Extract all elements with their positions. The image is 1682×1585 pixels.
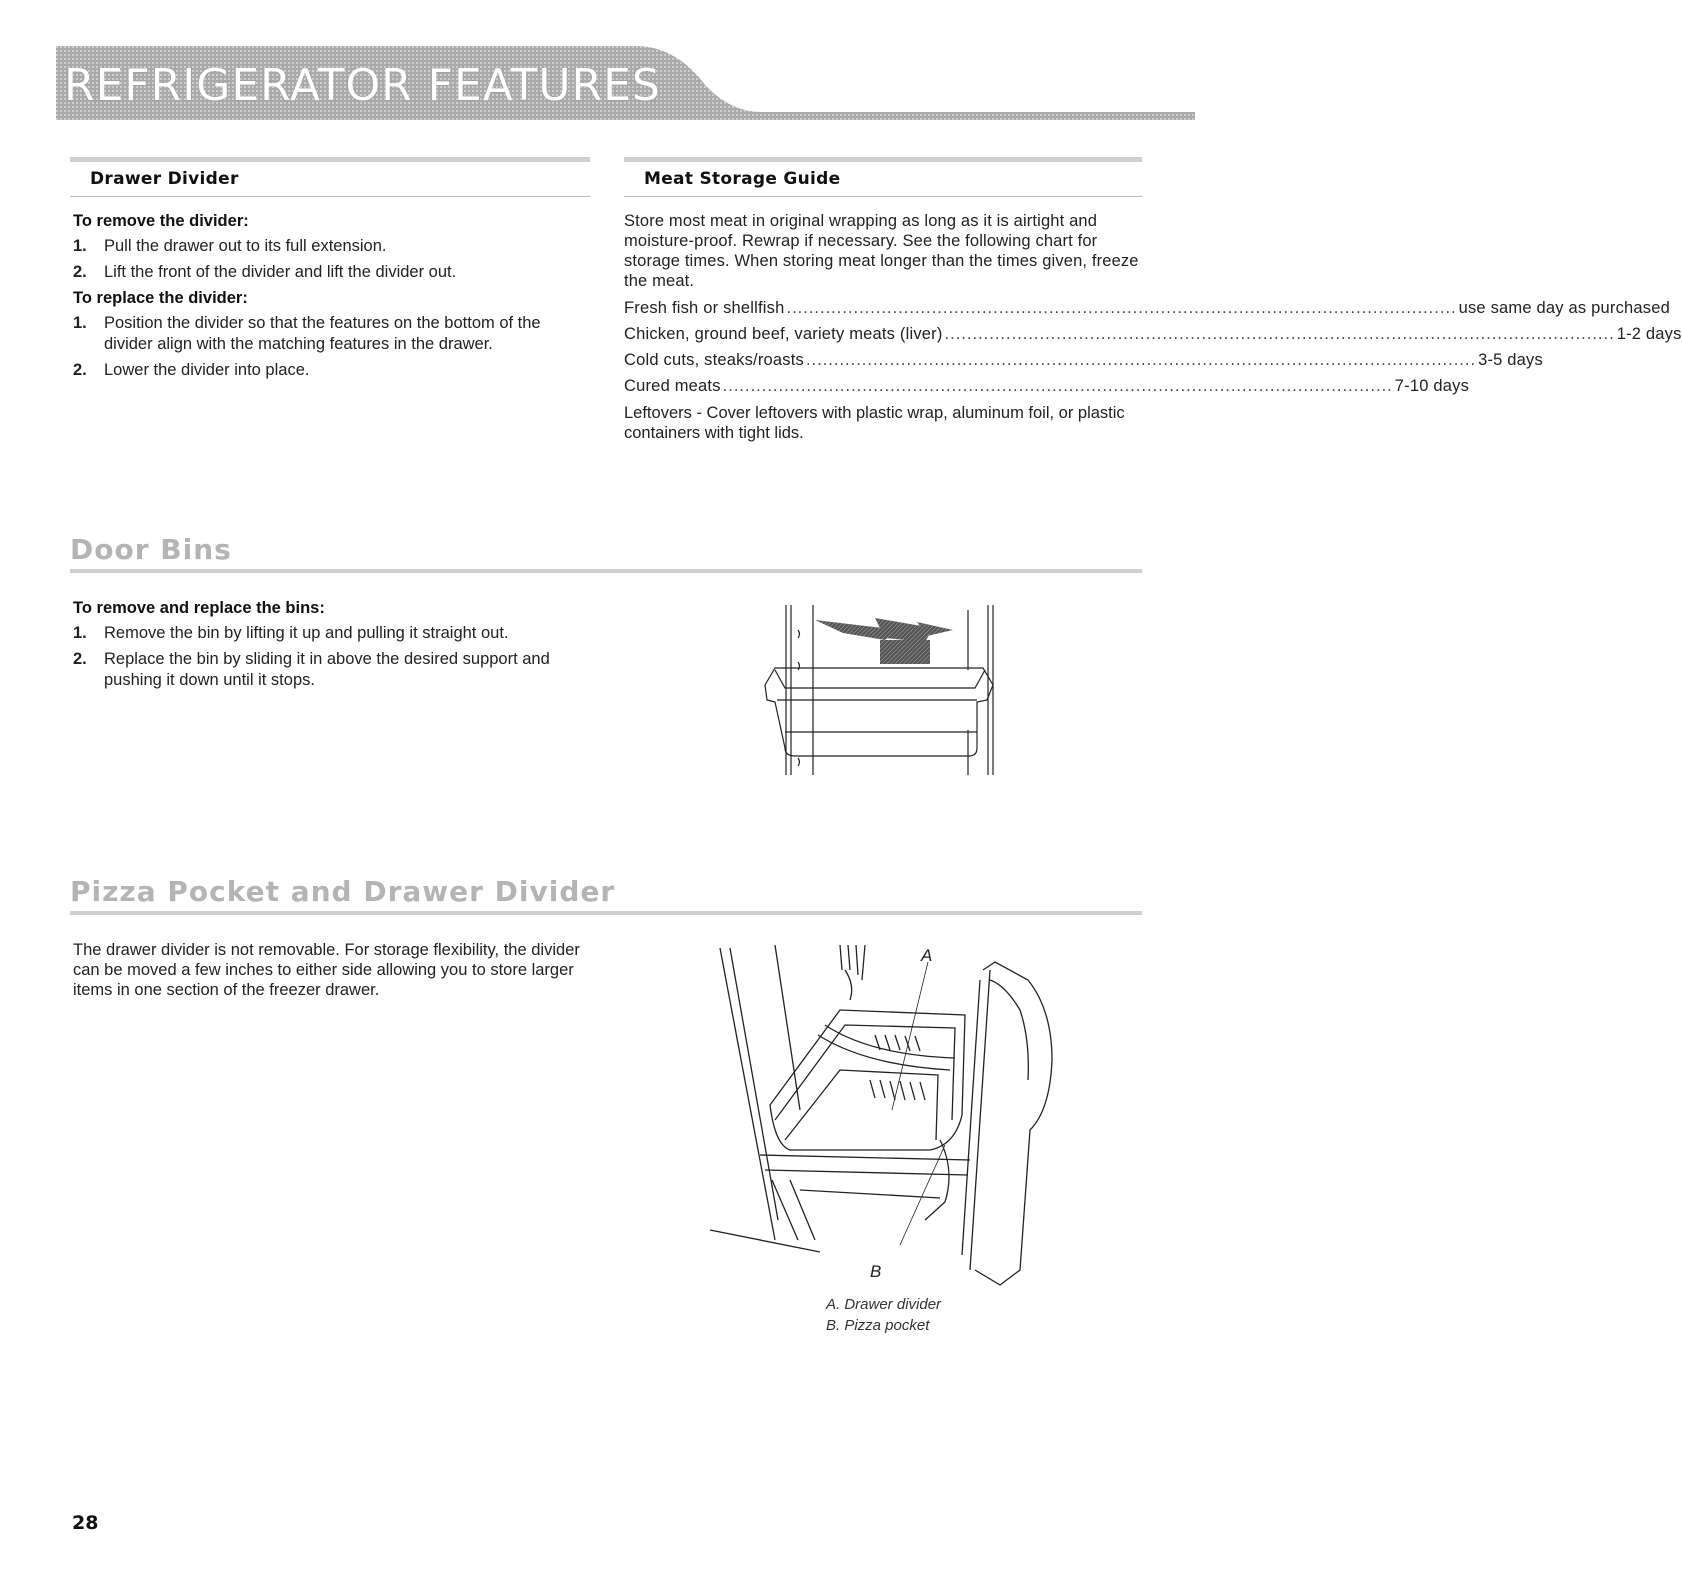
pizza-pocket-title: Pizza Pocket and Drawer Divider — [70, 875, 616, 908]
caption-a: A. Drawer divider — [826, 1296, 942, 1313]
door-bin-illustration — [755, 600, 1005, 780]
storage-row — [624, 321, 1682, 347]
meat-storage-body — [624, 211, 1682, 443]
step-text: Remove the bin by lifting it up and pulling it straight out. — [104, 624, 509, 642]
step-number: 1. — [73, 237, 87, 255]
header-underline — [70, 196, 590, 197]
drawer-divider-header — [70, 157, 590, 205]
leader-dots: ........................................................................................................................ — [722, 377, 1393, 395]
page-banner — [56, 46, 1195, 120]
storage-item: Fresh fish or shellfish — [624, 299, 785, 317]
label-a: A — [921, 946, 933, 965]
header-underline — [624, 196, 1142, 197]
storage-item: Cold cuts, steaks/roasts — [624, 351, 804, 369]
door-bins-body — [73, 598, 593, 691]
step-number: 2. — [73, 361, 87, 379]
storage-time: 7-10 days — [1394, 377, 1470, 395]
drawer-divider-title: Drawer Divider — [90, 169, 239, 189]
section-rule — [70, 911, 1142, 915]
storage-time: 1-2 days — [1616, 325, 1682, 343]
pizza-pocket-text: The drawer divider is not removable. For storage flexibility, the divider can be moved a few inches to either side allowing you to store larger items in one section of the freezer drawer. — [73, 941, 580, 999]
storage-row — [624, 373, 1470, 399]
freezer-drawer-illustration — [700, 940, 1070, 1285]
page-number: 28 — [72, 1512, 99, 1534]
step-number: 2. — [73, 650, 87, 668]
storage-time: 3-5 days — [1478, 351, 1543, 369]
step-item — [73, 313, 588, 355]
leader-dots: ........................................................................................................................ — [786, 299, 1457, 317]
step-number: 2. — [73, 263, 87, 281]
storage-row — [624, 295, 1670, 321]
section-rule — [70, 569, 1142, 573]
meat-storage-header — [624, 157, 1142, 205]
step-number: 1. — [73, 624, 87, 642]
door-bins-title: Door Bins — [70, 533, 232, 566]
step-item — [73, 236, 588, 257]
step-text: Lower the divider into place. — [104, 361, 310, 379]
storage-item: Chicken, ground beef, variety meats (liver) — [624, 325, 943, 343]
meat-storage-title: Meat Storage Guide — [644, 169, 841, 189]
step-text: Pull the drawer out to its full extension. — [104, 237, 387, 255]
leader-dots: ........................................................................................................................ — [944, 325, 1615, 343]
storage-row — [624, 347, 1543, 373]
step-text: Replace the bin by sliding it in above the desired support and pushing it down until it stops. — [104, 650, 550, 689]
door-bins-heading: To remove and replace the bins: — [73, 599, 325, 617]
leader-dots: ........................................................................................................................ — [805, 351, 1477, 369]
step-item — [73, 360, 588, 381]
storage-time: use same day as purchased — [1458, 299, 1670, 317]
step-item — [73, 649, 593, 691]
figure-caption — [826, 1294, 941, 1336]
drawer-divider-body — [73, 211, 588, 381]
caption-b: B. Pizza pocket — [826, 1317, 930, 1334]
remove-divider-heading: To remove the divider: — [73, 212, 249, 230]
step-item — [73, 623, 593, 644]
step-number: 1. — [73, 314, 87, 332]
storage-time-list — [624, 295, 1682, 399]
label-b: B — [870, 1262, 882, 1281]
storage-item: Cured meats — [624, 377, 721, 395]
step-text: Position the divider so that the features on the bottom of the divider align with the matching features in the drawer. — [104, 314, 541, 353]
step-text: Lift the front of the divider and lift the divider out. — [104, 263, 457, 281]
step-item — [73, 262, 588, 283]
replace-divider-heading: To replace the divider: — [73, 289, 248, 307]
banner-title: REFRIGERATOR FEATURES — [64, 60, 661, 111]
leftovers-note: Leftovers - Cover leftovers with plastic wrap, aluminum foil, or plastic containers with tight lids. — [624, 404, 1125, 442]
meat-storage-intro: Store most meat in original wrapping as long as it is airtight and moisture-proof. Rewrap if necessary. See the following chart for storage times. When storing meat longer than the times given, freeze the meat. — [624, 212, 1139, 290]
